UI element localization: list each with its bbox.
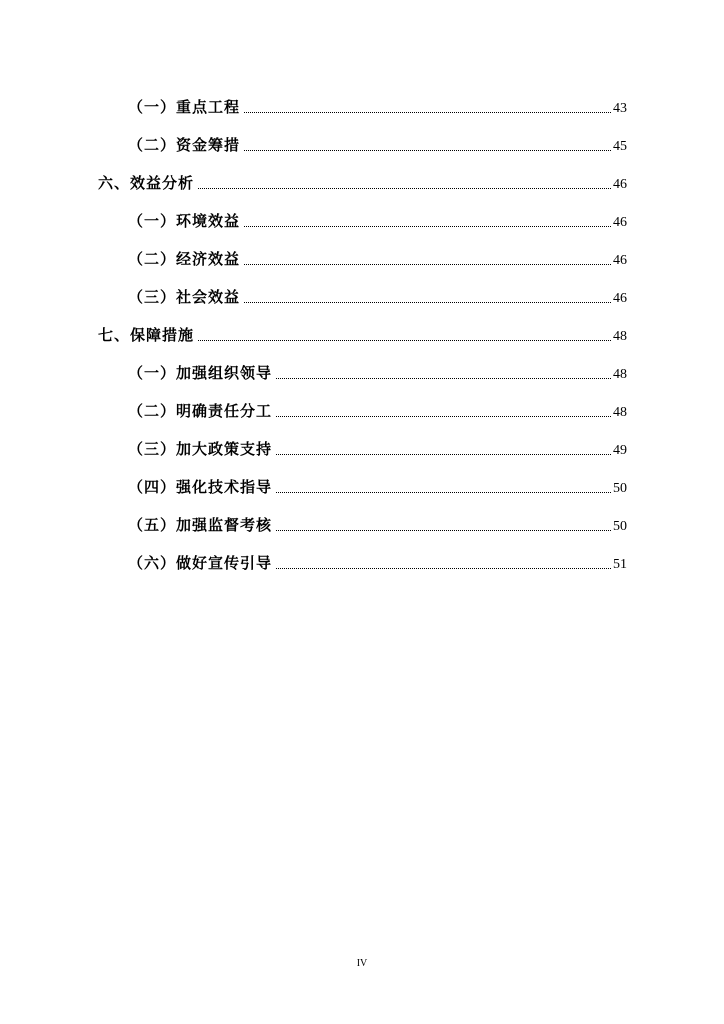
toc-entry-title: （六）做好宣传引导 [128,554,273,572]
toc-entry-page: 49 [613,443,627,458]
toc-entry-title: （一）加强组织领导 [128,364,273,382]
toc-entry-title: 六、效益分析 [98,174,195,192]
toc-dot-leader [198,187,611,189]
toc-section-entry[interactable] [98,172,627,194]
toc-entry[interactable] [128,96,627,118]
toc-entry-title: 七、保障措施 [98,326,195,344]
page-number: IV [356,958,368,969]
toc-entry-page: 46 [613,215,627,230]
toc-entry[interactable] [128,362,627,384]
toc-dot-leader [244,263,611,265]
toc-dot-leader [244,301,611,303]
toc-section-entry[interactable] [98,324,627,346]
toc-entry[interactable] [128,400,627,422]
toc-dot-leader [276,529,611,531]
toc-entry-title: （五）加强监督考核 [128,516,273,534]
toc-entry-page: 46 [613,291,627,306]
toc-entry[interactable] [128,514,627,536]
toc-entry[interactable] [128,248,627,270]
toc-entry-page: 43 [613,101,627,116]
toc-entry-page: 50 [613,519,627,534]
toc-entry-page: 46 [613,177,627,192]
toc-dot-leader [244,111,611,113]
toc-entry[interactable] [128,210,627,232]
toc-entry-page: 48 [613,367,627,382]
toc-entry-title: （二）明确责任分工 [128,402,273,420]
toc-dot-leader [276,453,611,455]
toc-entry-title: （一）环境效益 [128,212,241,230]
toc-entry[interactable] [128,476,627,498]
toc-entry-page: 46 [613,253,627,268]
toc-entry-page: 50 [613,481,627,496]
toc-entry-title: （三）社会效益 [128,288,241,306]
toc-entry-title: （二）资金筹措 [128,136,241,154]
toc-entry-title: （一）重点工程 [128,98,241,116]
toc-entry-title: （四）强化技术指导 [128,478,273,496]
toc-entry[interactable] [128,134,627,156]
toc-dot-leader [276,377,611,379]
toc-dot-leader [276,491,611,493]
toc-entry[interactable] [128,552,627,574]
toc-entry-page: 45 [613,139,627,154]
toc-dot-leader [276,415,611,417]
toc-dot-leader [198,339,611,341]
toc-dot-leader [244,225,611,227]
toc-entry[interactable] [128,438,627,460]
toc-entry-page: 48 [613,405,627,420]
toc-entry[interactable] [128,286,627,308]
toc-dot-leader [244,149,611,151]
toc-entry-title: （三）加大政策支持 [128,440,273,458]
toc-dot-leader [276,567,611,569]
toc-entry-page: 51 [613,557,627,572]
toc-entry-title: （二）经济效益 [128,250,241,268]
toc-entry-page: 48 [613,329,627,344]
